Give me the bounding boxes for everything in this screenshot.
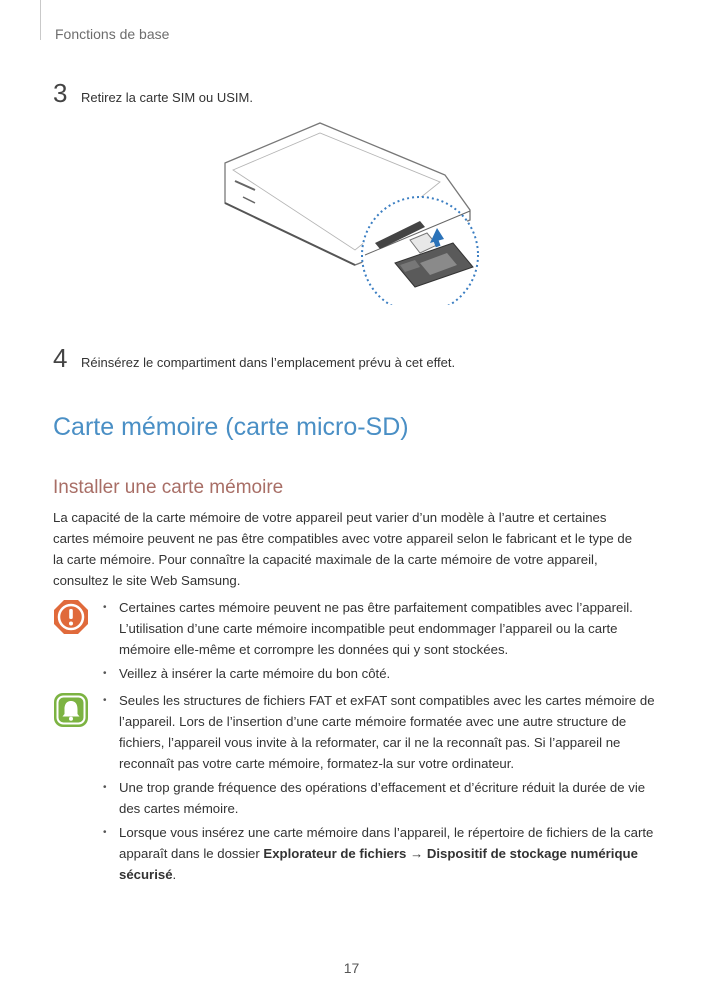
step-4 [53,345,455,371]
warning-icon [53,599,89,635]
path-arrow: → [406,846,427,861]
step-3 [53,80,253,106]
menu-path-file-explorer: Explorateur de fichiers [263,846,407,861]
note-list [101,690,661,888]
item-suffix: . [172,867,177,882]
item-text: Lorsque vous insérez une carte mémoire dans l’appareil, le répertoire de fichiers de la carte apparaît dans le dossier [119,825,654,861]
sim-tray-illustration [215,115,485,305]
step-text: Retirez la carte SIM ou USIM. [81,90,253,105]
header-rule [40,0,41,40]
running-header: Fonctions de base [55,26,170,42]
list-item: • Veillez à insérer la carte mémoire du bon côté. [101,663,661,684]
warning-list [101,597,661,687]
list-item: • Une trop grande fréquence des opérations d’effacement et d’écriture réduit la durée de vie des cartes mémoire. [101,777,661,819]
list-item: • Seules les structures de fichiers FAT et exFAT sont compatibles avec les cartes mémoire de l’appareil. Lors de l’insertion d’une carte mémoire formatée avec une autre structure de fichiers, l’appareil vous invite à la reformater, car il ne la reconnaît pas. Si l’appareil ne reconnaît pas votre carte mémoire, formatez-la sur votre ordinateur. [101,690,661,774]
intro-paragraph: La capacité de la carte mémoire de votre appareil peut varier d’un modèle à l’autre et certaines cartes mémoire peuvent ne pas être compatibles avec votre appareil selon le fabricant et le type de la carte mémoire. Pour connaître la capacité maximale de la carte mémoire de votre appareil, consultez le site Web Samsung. [53,510,633,588]
list-item: • Certaines cartes mémoire peuvent ne pas être parfaitement compatibles avec l’appareil. L’utilisation d’une carte mémoire incompatible peut endommager l’appareil ou la carte mémoire elle-même et corrompre les données qui y sont stockées. [101,597,661,660]
step-number: 4 [53,343,68,373]
sub-title: Installer une carte mémoire [53,477,284,498]
page-number: 17 [343,960,360,976]
menu-path-sd-storage: Dispositif de stockage numérique sécurisé [119,846,638,882]
step-number: 3 [53,78,68,108]
step-text: Réinsérez le compartiment dans l’emplacement prévu à cet effet. [81,355,456,370]
section-title: Carte mémoire (carte micro-SD) [53,413,409,441]
bell-icon [53,692,89,728]
list-item [101,822,661,885]
